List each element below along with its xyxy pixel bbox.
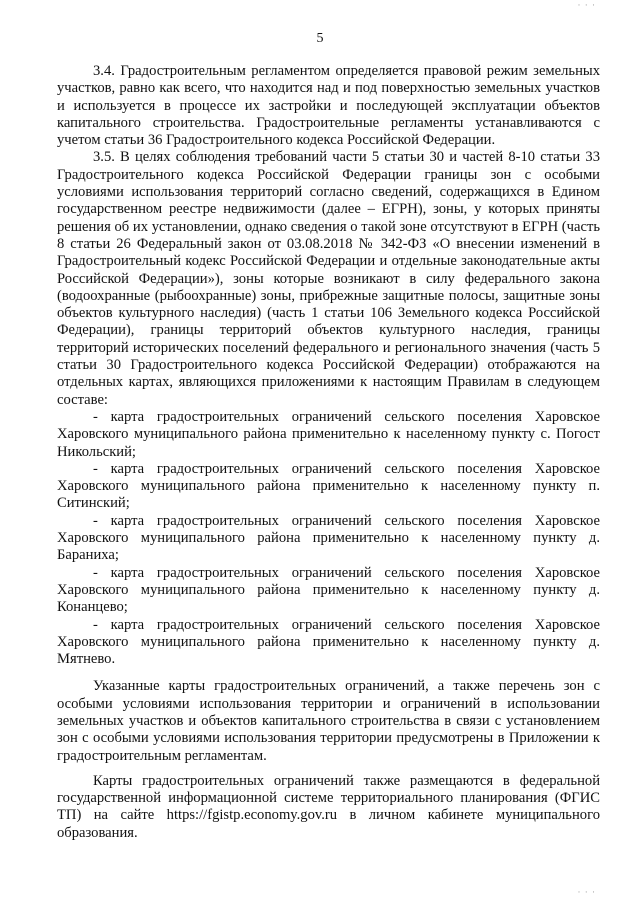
paragraph-fgis-tp: Карты градостроительных ограничений также размещаются в федеральной государственной информационной системе территориального планирования (ФГИС ТП) на сайте https://fgistp.economy.gov.ru в личном кабинете муниципального образования. <box>57 772 600 841</box>
map-list-item-konantsevo: - карта градостроительных ограничений сельского поселения Харовское Харовского муниципального района применительно к населенному пункту д. Конанцево; <box>57 564 600 616</box>
paragraph-3-4: 3.4. Градостроительным регламентом определяется правовой режим земельных участков, равно как всего, что находится над и под поверхностью земельных участков и используется в процессе их застройки и последующей эксплуатации объектов капитального строительства. Градостроительные регламенты устанавливаются с учетом статьи 36 Градостроительного кодекса Российской Федерации. <box>57 63 600 149</box>
scan-mark-bottom: · · · <box>577 887 596 897</box>
scan-mark-top: · · · <box>577 0 596 10</box>
paragraph-maps-restrictions: Указанные карты градостроительных ограничений, а также перечень зон с особыми условиями использования территории и ограничений в использовании земельных участков и объектов капитального строительства в связи с установлением зон с особыми условиями использования территории предусмотрены в Приложении к градостроительным регламентам. <box>57 678 600 764</box>
map-list-item-baranikha: - карта градостроительных ограничений сельского поселения Харовское Харовского муниципального района применительно к населенному пункту д. Бараниха; <box>57 512 600 564</box>
paragraph-3-5: 3.5. В целях соблюдения требований части 5 статьи 30 и частей 8-10 статьи 33 Градостроительного кодекса Российской Федерации границы зон с особыми условиями использования территорий согласно сведений, содержащихся в Едином государственном реестре недвижимости (далее – ЕГРН), зоны, у которых приняты решения об их установлении, однако сведения о такой зоне отсутствуют в ЕГРН (часть 8 статьи 26 Федеральный закон от 03.08.2018 № 342-ФЗ «О внесении изменений в Градостроительный кодекс Российской Федерации и отдельные законодательные акты Российской Федерации»), зоны которые возникают в силу федерального закона (водоохранные (рыбоохранные) зоны, прибрежные защитные полосы, защитные зоны объектов культурного наследия) (часть 1 статьи 106 Земельного кодекса Российской Федерации), границы территорий объектов культурного наследия, границы территорий исторических поселений федерального и регионального значения (часть 5 статьи 30 Градостроительного кодекса Российской Федерации) отображаются на отдельных картах, являющихся приложениями к настоящим Правилам в следующем составе: <box>57 149 600 408</box>
map-list-item-myatnevo: - карта градостроительных ограничений сельского поселения Харовское Харовского муниципального района применительно к населенному пункту д. Мятнево. <box>57 616 600 668</box>
map-list-item-pogost-nikolsky: - карта градостроительных ограничений сельского поселения Харовское Харовского муниципального района применительно к населенному пункту с. Погост Никольский; <box>57 408 600 460</box>
document-body <box>57 63 600 842</box>
map-list-item-sitinsky: - карта градостроительных ограничений сельского поселения Харовское Харовского муниципального района применительно к населенному пункту п. Ситинский; <box>57 460 600 512</box>
page-number: 5 <box>316 31 324 46</box>
